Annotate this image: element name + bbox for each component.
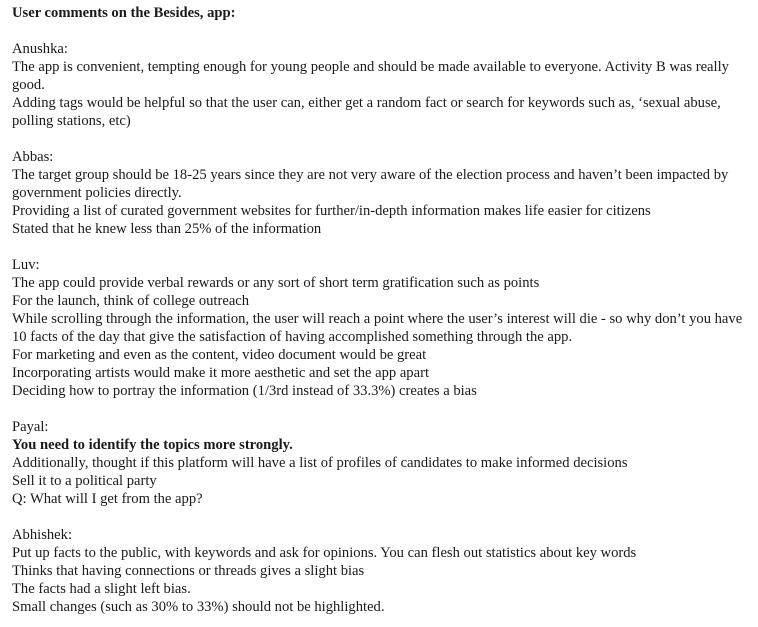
comment-line: Small changes (such as 30% to 33%) should not be highlighted. — [12, 599, 385, 615]
commenter-name: Luv: — [12, 257, 40, 273]
commenter-name: Payal: — [12, 419, 49, 435]
comment-line: The target group should be 18-25 years since they are not very aware of the election process and haven’t been impacted by government policies directly. — [12, 167, 729, 201]
commenter-name: Abbas: — [12, 149, 54, 165]
comment-line: Sell it to a political party — [12, 473, 157, 489]
commenter-name: Abhishek: — [12, 527, 72, 543]
comment-section-anushka — [12, 40, 746, 130]
comment-line: For marketing and even as the content, video document would be great — [12, 347, 427, 363]
comment-line: The facts had a slight left bias. — [12, 581, 191, 597]
document-title: User comments on the Besides, app: — [12, 5, 236, 21]
comment-line: Q: What will I get from the app? — [12, 491, 203, 507]
comment-section-payal — [12, 418, 746, 508]
comment-line: Stated that he knew less than 25% of the information — [12, 221, 322, 237]
comment-section-abbas — [12, 148, 746, 238]
comment-line: For the launch, think of college outreach — [12, 293, 250, 309]
comment-line: Incorporating artists would make it more aesthetic and set the app apart — [12, 365, 429, 381]
comment-section-luv — [12, 256, 746, 400]
comment-line: While scrolling through the information, the user will reach a point where the user’s interest will die - so why don’t you have 10 facts of the day that give the satisfaction of having accomplished something through the app. — [12, 311, 743, 345]
comment-line: Deciding how to portray the information (1/3rd instead of 33.3%) creates a bias — [12, 383, 477, 399]
comment-line: Adding tags would be helpful so that the user can, either get a random fact or search for keywords such as, ‘sexual abuse, polling stations, etc) — [12, 95, 721, 129]
comment-line-emphasis: You need to identify the topics more strongly. — [12, 437, 293, 453]
commenter-name: Anushka: — [12, 41, 68, 57]
comment-line: The app could provide verbal rewards or any sort of short term gratification such as points — [12, 275, 540, 291]
comment-line: Thinks that having connections or threads gives a slight bias — [12, 563, 365, 579]
comment-section-abhishek — [12, 526, 746, 616]
comment-line: Providing a list of curated government websites for further/in-depth information makes life easier for citizens — [12, 203, 651, 219]
comment-line: The app is convenient, tempting enough for young people and should be made available to everyone. Activity B was really good. — [12, 59, 729, 93]
comment-line: Put up facts to the public, with keywords and ask for opinions. You can flesh out statistics about key words — [12, 545, 637, 561]
comment-line: Additionally, thought if this platform will have a list of profiles of candidates to make informed decisions — [12, 455, 628, 471]
